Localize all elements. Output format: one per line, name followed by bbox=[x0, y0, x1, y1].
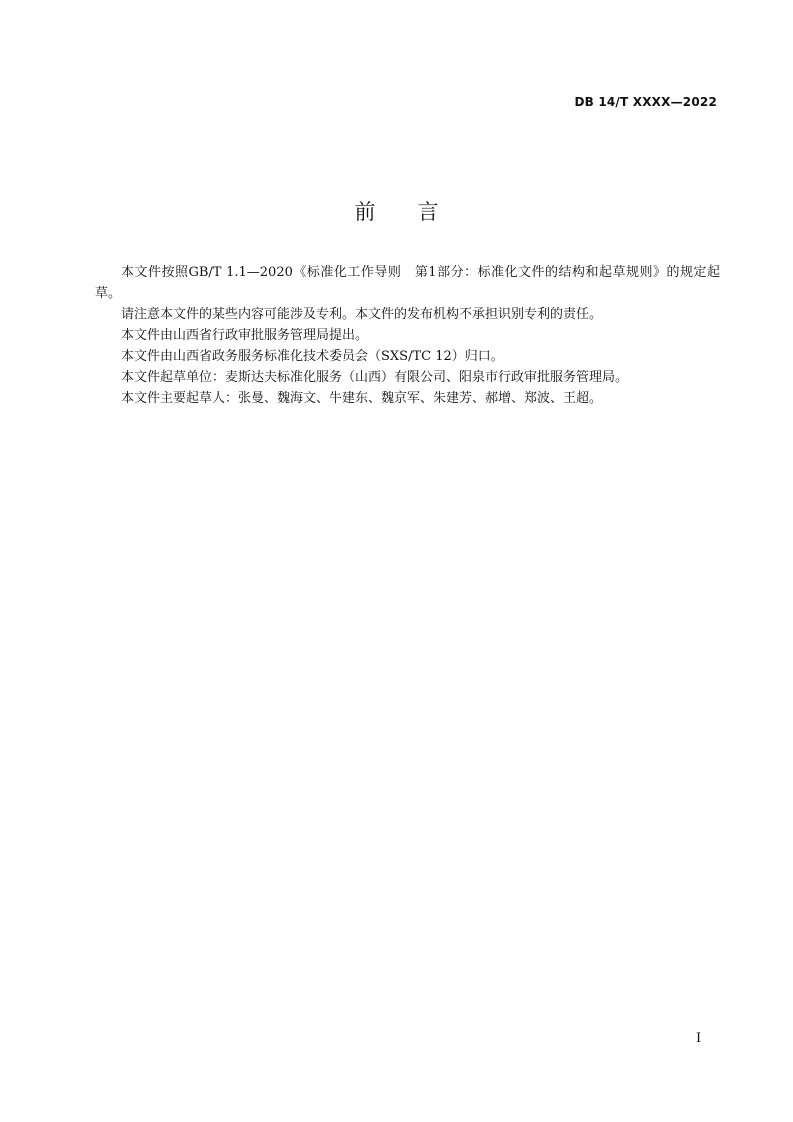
paragraph-drafting-rules: 本文件按照GB/T 1.1—2020《标准化工作导则 第1部分：标准化文件的结构和起草规则》的规定起草。 bbox=[95, 265, 720, 301]
paragraph-drafting-units: 本文件起草单位：麦斯达夫标准化服务（山西）有限公司、阳泉市行政审批服务管理局。 bbox=[121, 370, 629, 385]
page-number: I bbox=[696, 1031, 702, 1046]
paragraph-patent-notice: 请注意本文件的某些内容可能涉及专利。本文件的发布机构不承担识别专利的责任。 bbox=[121, 307, 603, 322]
document-code: DB 14/T XXXX—2022 bbox=[574, 95, 717, 109]
foreword-body bbox=[95, 262, 720, 409]
paragraph-drafters: 本文件主要起草人：张曼、魏海文、牛建东、魏京军、朱建芳、郝增、郑波、王超。 bbox=[121, 391, 603, 406]
title-char-1: 前 bbox=[354, 200, 376, 224]
title-char-2: 言 bbox=[417, 200, 439, 224]
paragraph-committee: 本文件由山西省政务服务标准化技术委员会（SXS/TC 12）归口。 bbox=[121, 349, 504, 364]
page-title bbox=[0, 196, 793, 226]
paragraph-proposer: 本文件由山西省行政审批服务管理局提出。 bbox=[121, 328, 369, 343]
